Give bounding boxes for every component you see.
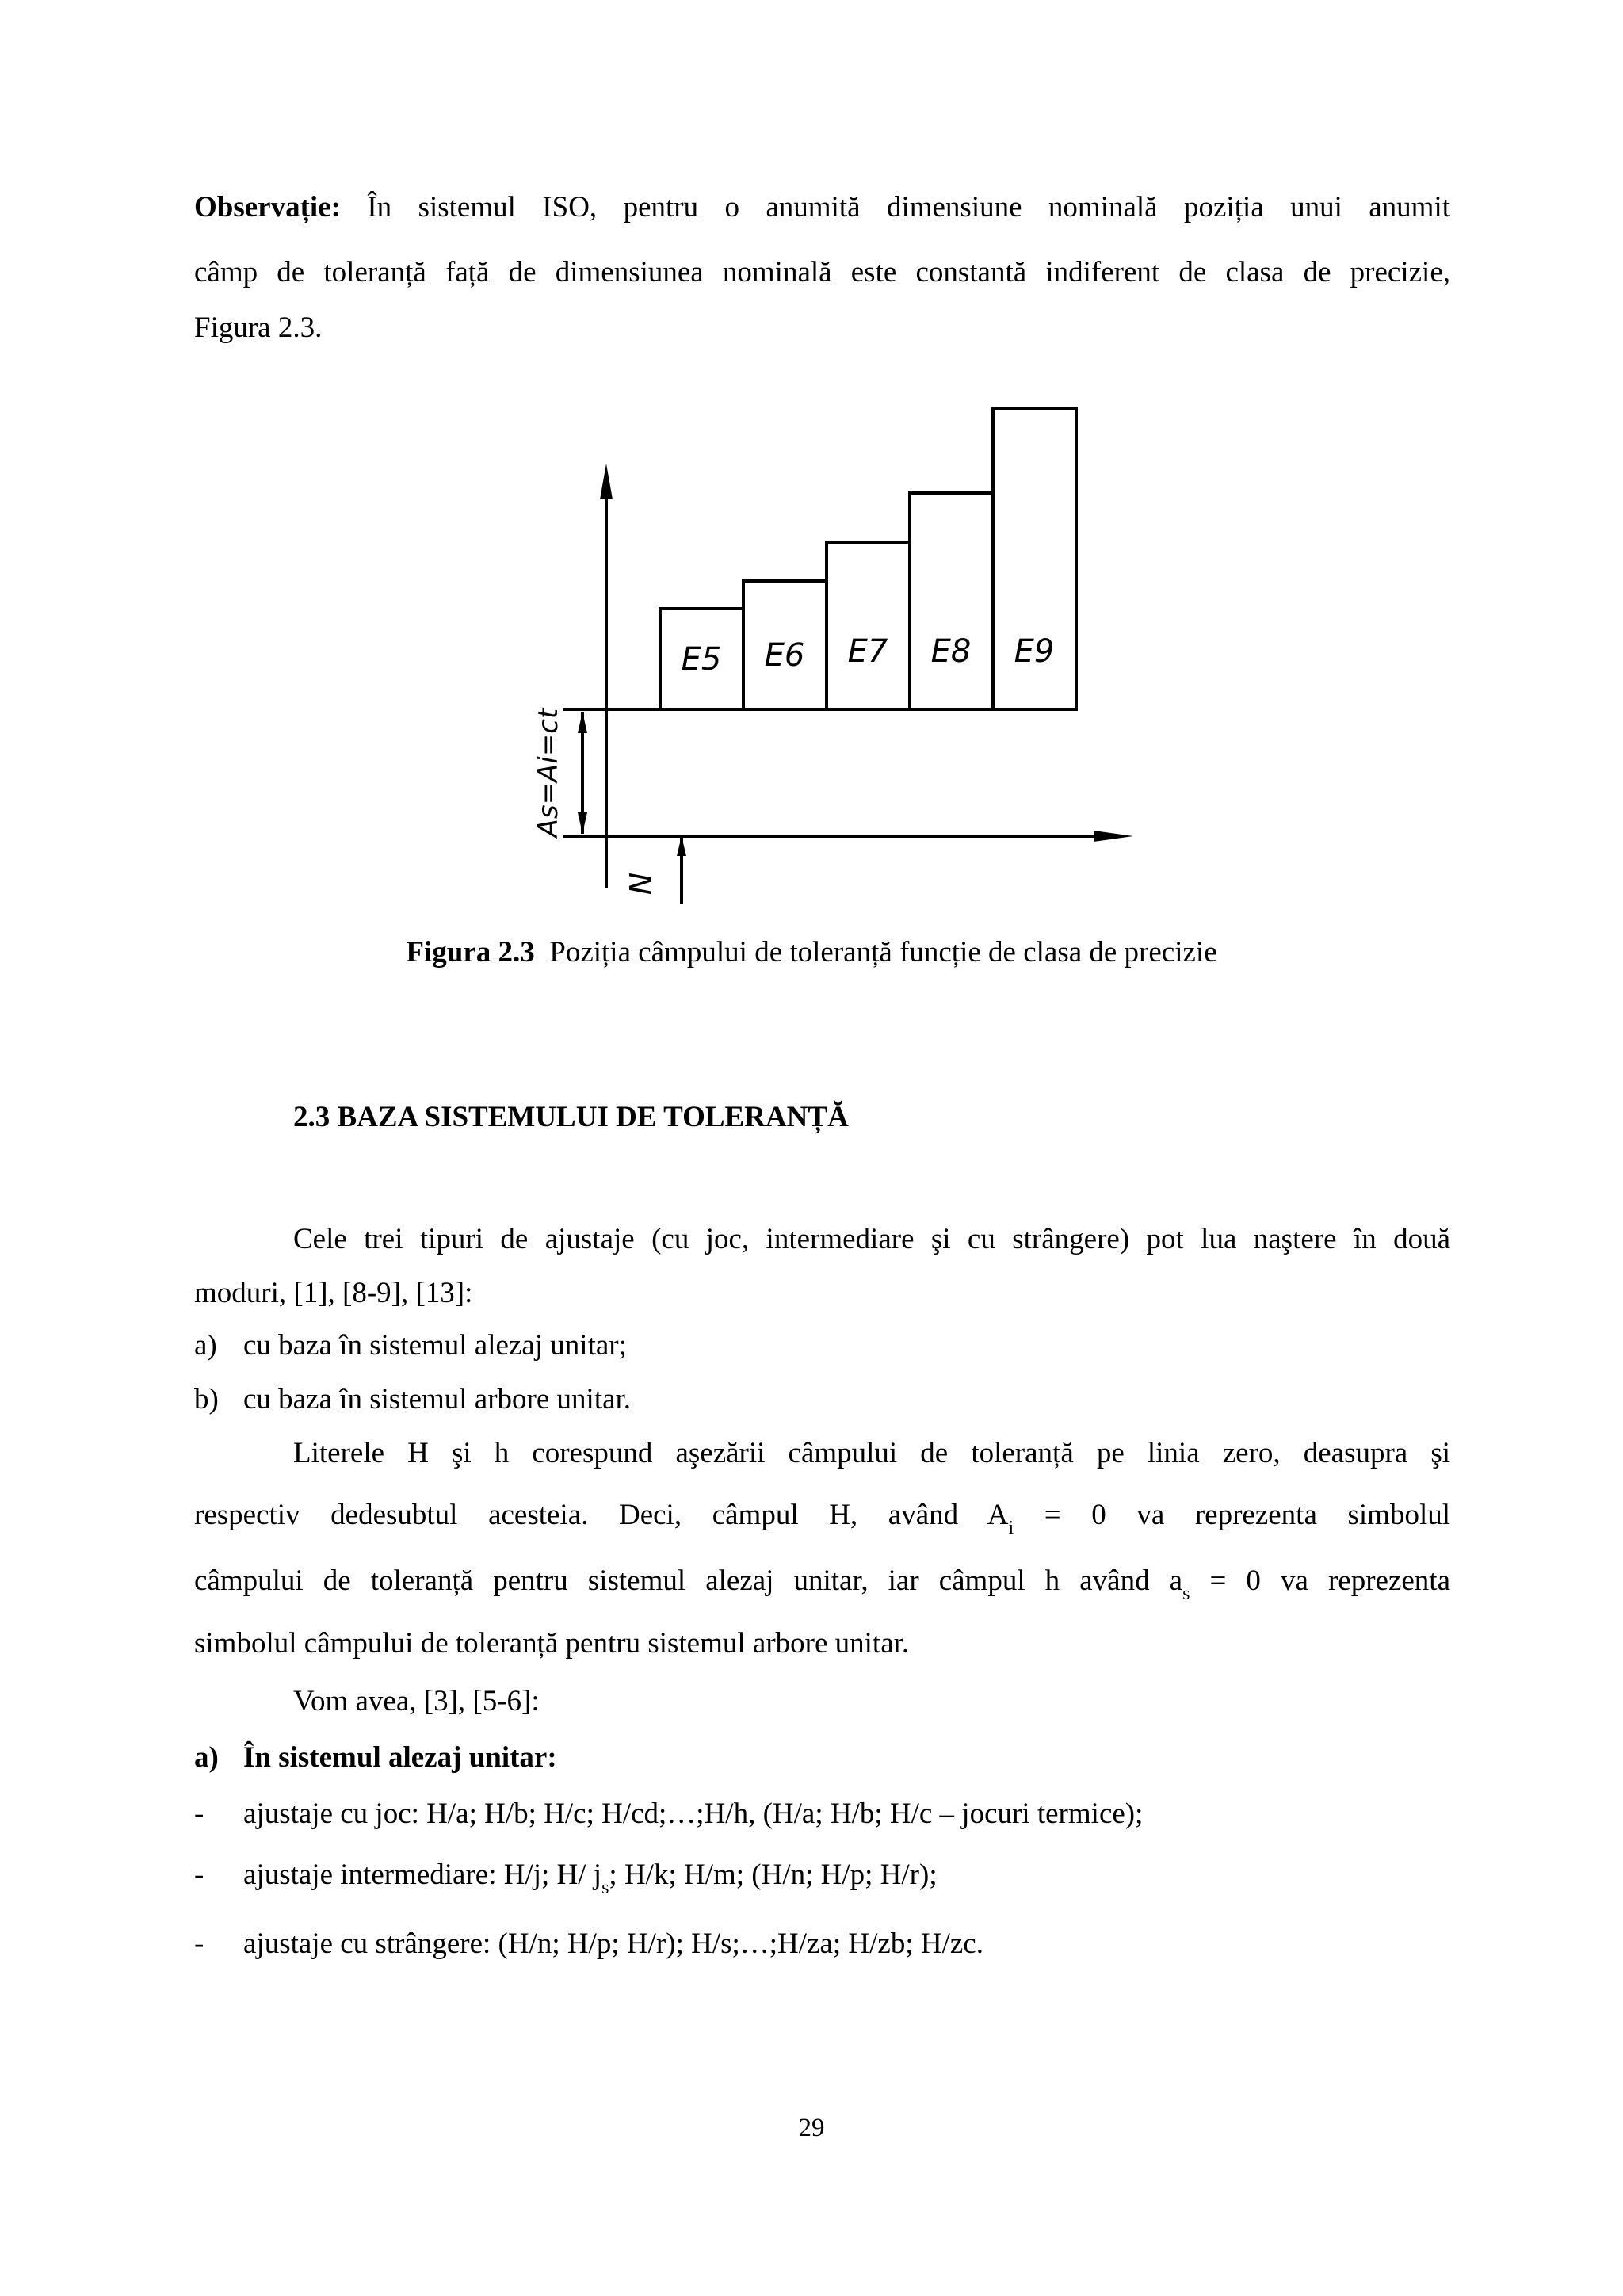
- dash-text-2-start: ajustaje intermediare: H/j; H/: [243, 1859, 586, 1891]
- box-label-e7: E7: [847, 633, 888, 670]
- box-e8: [910, 493, 993, 709]
- caption-label: Figura 2.3: [406, 936, 535, 968]
- zero-label: N: [624, 872, 659, 896]
- zero-line-arrow: [1094, 831, 1133, 842]
- observation-label: Observație:: [194, 191, 341, 223]
- formula-ai: $A_i = 0$: [987, 1499, 1106, 1538]
- p2-line-3-start: câmpului de toleranță pentru sistemul alezaj unitar, iar câmpul h având: [194, 1564, 1150, 1597]
- dash-marker-1: -: [194, 1797, 204, 1830]
- box-label-e5: E5: [681, 641, 722, 678]
- p2-line-2: [194, 1498, 1450, 1536]
- nominal-marker-arrow: [677, 836, 686, 856]
- box-label-e9: E9: [1014, 633, 1055, 670]
- p2-line-3: [194, 1564, 1450, 1602]
- subheading-a-marker: a): [194, 1741, 219, 1774]
- dash-marker-3: -: [194, 1927, 204, 1960]
- p2-line-2-start: respectiv dedesubtul acesteia. Deci, câmpul H, având: [194, 1499, 959, 1531]
- dash-item-2: - ajustaje intermediare: H/j; H/ $j_s$; H/k; H/m; (H/n; H/p; H/r);: [194, 1859, 938, 1898]
- list-text-b: cu baza în sistemul arbore unitar.: [243, 1383, 632, 1415]
- p2-line-2-end: va reprezenta simbolul: [1136, 1499, 1451, 1531]
- dimension-arrow-down: [578, 812, 587, 834]
- caption-text: Poziția câmpului de toleranță funcție de clasa de precizie: [549, 936, 1217, 968]
- p3-line: Vom avea, [3], [5-6]:: [293, 1685, 540, 1717]
- p2-line-3-end: va reprezenta: [1280, 1564, 1450, 1597]
- vertical-axis-arrow: [600, 464, 613, 499]
- dash-item-3: [194, 1927, 1450, 1962]
- dash-text-2-end: ; H/k; H/m; (H/n; H/p; H/r);: [609, 1859, 938, 1891]
- list-marker-a: a): [194, 1329, 217, 1362]
- list-marker-b: b): [194, 1383, 219, 1415]
- list-item-b: [194, 1382, 1450, 1417]
- page-number: 29: [798, 2114, 825, 2142]
- list-item-a: [194, 1328, 1450, 1363]
- observation-text-1: În sistemul ISO, pentru o anumită dimensiune nominală poziția unui anumit: [367, 191, 1451, 223]
- dash-marker-2: -: [194, 1859, 204, 1891]
- section-heading: 2.3 BAZA SISTEMULUI DE TOLERANȚĂ: [293, 1101, 849, 1133]
- tolerance-field-figure: [475, 396, 1157, 935]
- figure-caption: [0, 935, 1623, 970]
- box-label-e6: E6: [764, 637, 805, 674]
- p2-line-1: Literele H şi h corespund aşezării câmpului de toleranță pe linia zero, deasupra şi: [293, 1437, 1450, 1469]
- dash-item-1: [194, 1797, 1450, 1832]
- p1-line-2: moduri, [1], [8-9], [13]:: [194, 1277, 473, 1309]
- dash-text-3: ajustaje cu strângere: (H/n; H/p; H/r); H/s;…;H/za; H/zb; H/zc.: [243, 1927, 983, 1960]
- box-e7: [827, 543, 910, 709]
- p1-line-1: Cele trei tipuri de ajustaje (cu joc, intermediare şi cu strângere) pot lua naştere în două: [293, 1223, 1450, 1255]
- list-text-a: cu baza în sistemul alezaj unitar;: [243, 1329, 627, 1362]
- p2-line-4: simbolul câmpului de toleranță pentru sistemul arbore unitar.: [194, 1627, 910, 1660]
- dash-text-1: ajustaje cu joc: H/a; H/b; H/c; H/cd;…;H/h, (H/a; H/b; H/c – jocuri termice);: [243, 1797, 1144, 1830]
- observation-line-1: [194, 190, 1450, 225]
- subheading-a-text: În sistemul alezaj unitar:: [243, 1741, 557, 1774]
- observation-line-3: Figura 2.3.: [194, 311, 323, 344]
- dimension-arrow-up: [578, 712, 587, 733]
- formula-as: $a_s = 0$: [1169, 1564, 1261, 1604]
- box-label-e8: E8: [930, 633, 972, 670]
- axis-label: As=Ai=ct: [533, 708, 564, 838]
- observation-line-2: câmp de toleranță față de dimensiunea nominală este constantă indiferent de clasa de precizie,: [194, 256, 1450, 288]
- subheading-a: [194, 1740, 1450, 1775]
